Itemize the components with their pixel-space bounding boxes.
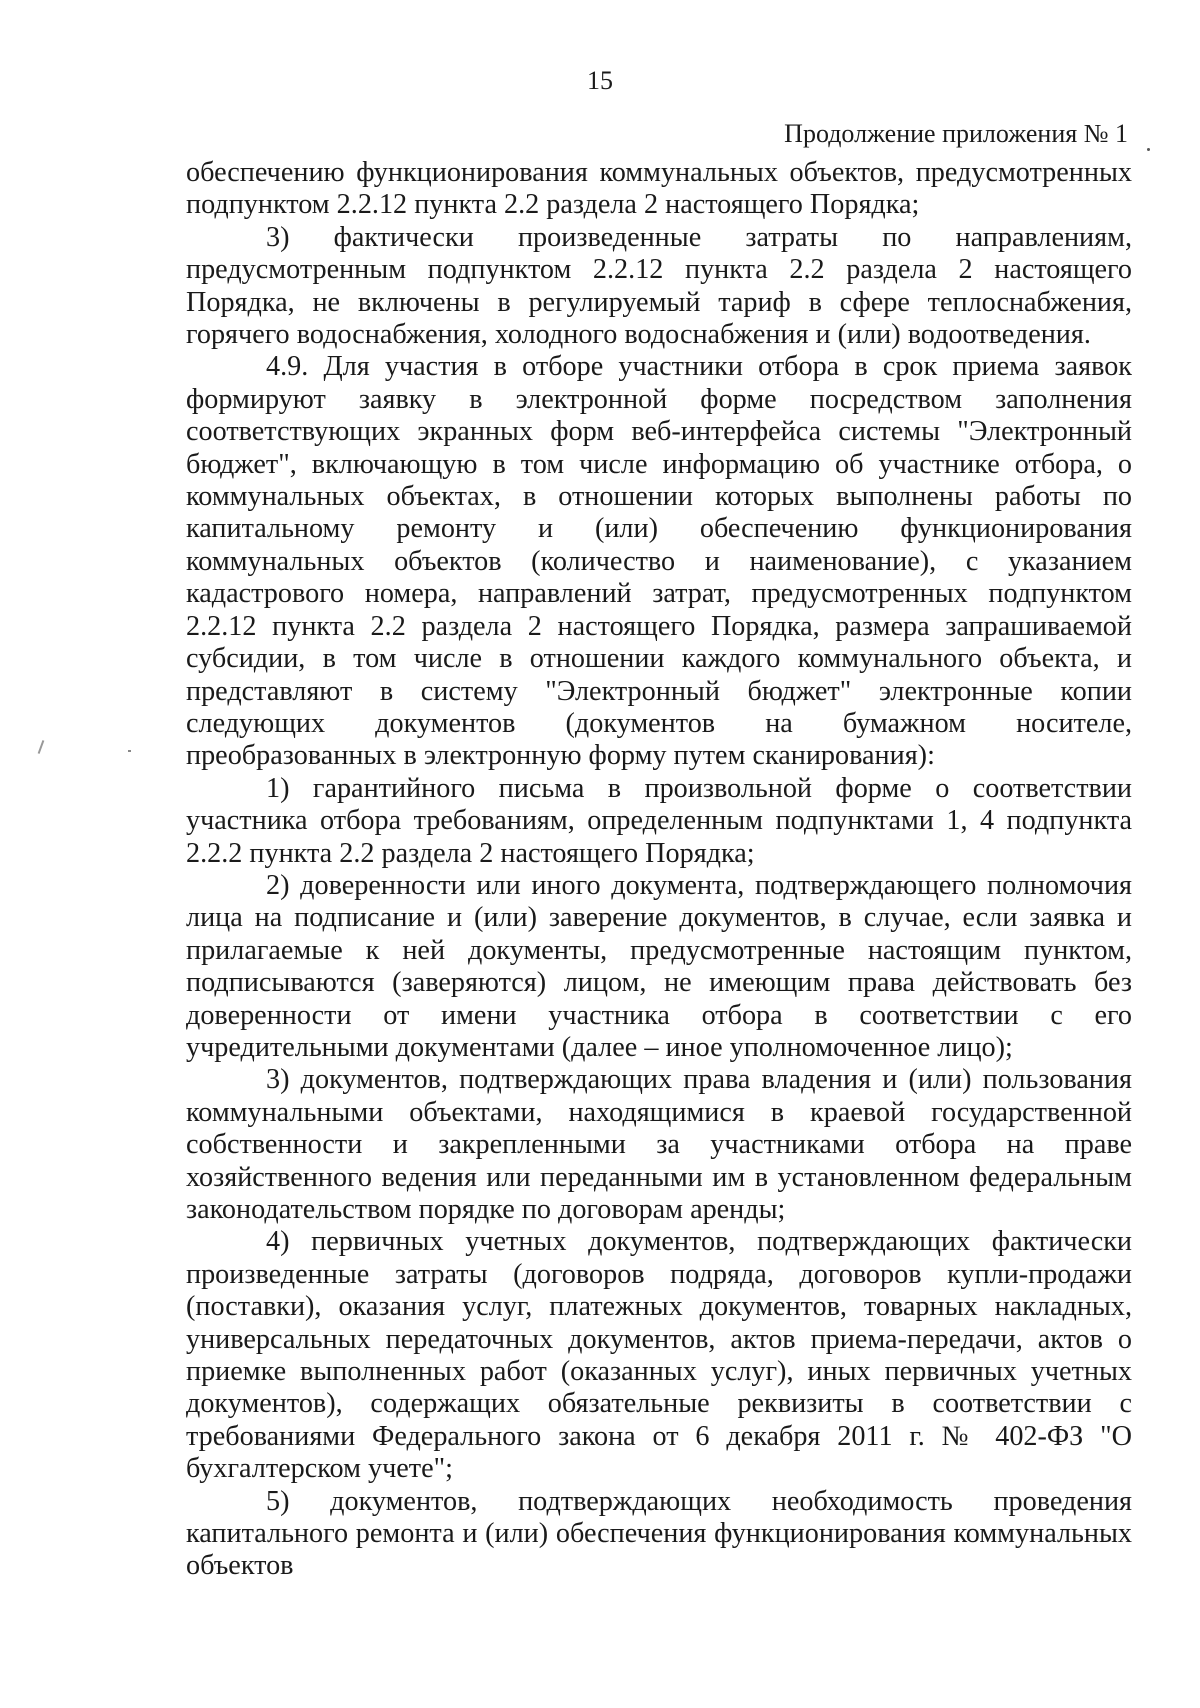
paragraph-item-3-tariff: 3) фактически произведенные затраты по направлениям, предусмотренным подпунктом 2.2.12 пункта 2.2 раздела 2 настоящего Порядка, не включены в регулируемый тариф в сфере теплоснабжения, горячего водоснабжения, холодного водоснабжения и (или) водоотведения. [186,221,1132,351]
scan-speck [38,740,45,754]
appendix-continuation-note: Продолжение приложения № 1 [784,119,1128,148]
document-body [186,157,1132,1583]
page-number: 15 [587,66,613,95]
scan-speck [128,750,131,752]
scan-speck [1147,148,1150,151]
paragraph-item-4-primary-documents: 4) первичных учетных документов, подтверждающих фактически произведенные затраты (договоров подряда, договоров купли-продажи (поставки), оказания услуг, платежных документов, товарных накладных, универсальных передаточных документов, актов приема-передачи, актов о приемке выполненных работ (оказанных услуг), иных первичных учетных документов), содержащих обязательные реквизиты в соответствии с требованиями Федерального закона от 6 декабря 2011 г. № 402-ФЗ "О бухгалтерском учете"; [186,1226,1132,1485]
paragraph-item-1-guarantee-letter: 1) гарантийного письма в произвольной форме о соответствии участника отбора требованиям, определенным подпунктами 1, 4 подпункта 2.2.2 пункта 2.2 раздела 2 настоящего Порядка; [186,772,1132,869]
paragraph-continuation: обеспечению функционирования коммунальных объектов, предусмотренных подпунктом 2.2.12 пункта 2.2 раздела 2 настоящего Порядка; [186,157,1132,221]
paragraph-clause-4-9: 4.9. Для участия в отборе участники отбора в срок приема заявок формируют заявку в электронной форме посредством заполнения соответствующих экранных форм веб-интерфейса системы "Электронный бюджет", включающую в том числе информацию об участнике отбора, о коммунальных объектах, в отношении которых выполнены работы по капитальному ремонту и (или) обеспечению функционирования коммунальных объектов (количество и наименование), с указанием кадастрового номера, направлений затрат, предусмотренных подпунктом 2.2.12 пункта 2.2 раздела 2 настоящего Порядка, размера запрашиваемой субсидии, в том числе в отношении каждого коммунального объекта, и представляют в систему "Электронный бюджет" электронные копии следующих документов (документов на бумажном носителе, преобразованных в электронную форму путем сканирования): [186,351,1132,772]
paragraph-item-3-ownership-documents: 3) документов, подтверждающих права владения и (или) пользования коммунальными объектами, находящимися в краевой государственной собственности и закрепленными за участниками отбора на праве хозяйственного ведения или переданными им в установленном федеральным законодательством порядке по договорам аренды; [186,1064,1132,1225]
paragraph-item-5-necessity-documents: 5) документов, подтверждающих необходимость проведения капитального ремонта и (или) обеспечения функционирования коммунальных объектов [186,1485,1132,1582]
paragraph-item-2-power-of-attorney: 2) доверенности или иного документа, подтверждающего полномочия лица на подписание и (или) заверение документов, в случае, если заявка и прилагаемые к ней документы, предусмотренные настоящим пунктом, подписываются (заверяются) лицом, не имеющим права действовать без доверенности от имени участника отбора в соответствии с его учредительными документами (далее – иное уполномоченное лицо); [186,869,1132,1063]
